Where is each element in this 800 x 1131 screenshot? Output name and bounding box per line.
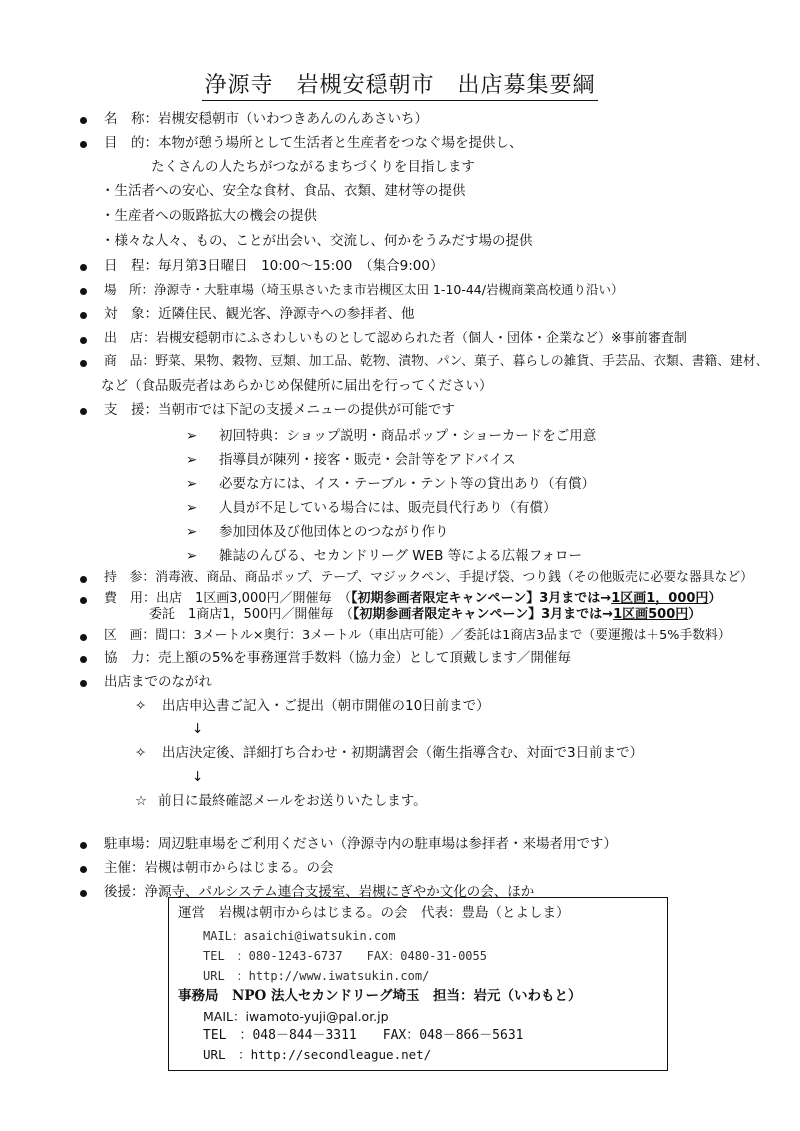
secretariat-line: 事務局 NPO 法人セカンドリーグ埼玉 担当：岩元（いわもと） bbox=[178, 988, 582, 1004]
sub-line-3: ・様々な人々、もの、ことが出会い、交流し、何かをうみだす場の提供 bbox=[101, 233, 533, 249]
flow-step-1: 出店申込書ご記入・ご提出（朝市開催の10日前まで） bbox=[162, 698, 490, 714]
bullet bbox=[80, 890, 87, 897]
area-line: 区 画：間口：3メートル×奥行：3メートル（車出店可能）／委託は1商店3品まで（要運搬は＋5%手数料） bbox=[104, 628, 731, 643]
target-line: 対 象：近隣住民、観光客、浄源寺への参拝者、他 bbox=[104, 306, 415, 322]
secretariat-mail: MAIL：iwamoto-yuji@pal.or.jp bbox=[203, 1009, 389, 1024]
chevron-right-icon: ➢ bbox=[186, 500, 198, 516]
diamond-star-icon: ✧ bbox=[135, 698, 147, 714]
chevron-right-icon: ➢ bbox=[186, 548, 198, 564]
chevron-right-icon: ➢ bbox=[186, 452, 198, 468]
bullet bbox=[80, 288, 87, 295]
support-item: 参加団体及び他団体とのつながり作り bbox=[219, 524, 449, 540]
chevron-right-icon: ➢ bbox=[186, 524, 198, 540]
purpose-line: 目 的：本物が憩う場所として生活者と生産者をつなぐ場を提供し、 bbox=[104, 135, 523, 151]
goods-line-2: など（食品販売者はあらかじめ保健所に届出を行ってください） bbox=[101, 378, 493, 394]
goods-line: 商 品：野菜、果物、穀物、豆類、加工品、乾物、漬物、パン、菓子、暮らしの雑貨、手芸品、衣類、書籍、建材、 bbox=[104, 354, 769, 369]
place-line: 場 所：浄源寺・大駐車場（埼玉県さいたま市岩槻区太田 1-10-44/岩槻商業高校通り沿い） bbox=[104, 282, 624, 297]
bullet bbox=[80, 597, 87, 604]
bullet bbox=[80, 842, 87, 849]
exhibit-line: 出 店：岩槻安穏朝市にふさわしいものとして認められた者（個人・団体・企業など）※事前審査制 bbox=[104, 331, 687, 346]
name-line: 名 称：岩槻安穏朝市（いわつきあんのんあさいち） bbox=[104, 111, 428, 127]
purpose-line-2: たくさんの人たちがつながるまちづくりを目指します bbox=[151, 159, 475, 175]
coop-line: 協 力：売上額の5%を事務運営手数料（協力金）として頂戴します／開催毎 bbox=[104, 650, 571, 666]
sub-line-1: ・生活者への安心、安全な食材、食品、衣類、建材等の提供 bbox=[101, 183, 466, 199]
fee-line: 費 用：出店 1区画3,000円／開催毎 （【初期参画者限定キャンペーン】3月までは→1区画1，000円） bbox=[104, 591, 722, 606]
bullet bbox=[80, 656, 87, 663]
support-item: 初回特典：ショップ説明・商品ポップ・ショーカードをご用意 bbox=[219, 428, 597, 444]
contact-box bbox=[168, 897, 668, 1071]
bring-line: 持 参：消毒液、商品、商品ポップ、テープ、マジックペン、手提げ袋、つり銭（その他販売に必要な器具など） bbox=[104, 570, 753, 585]
bullet bbox=[80, 264, 87, 271]
fee-line-2: 委託 1商店1，500円／開催毎 （【初期参画者限定キャンペーン】3月までは→1区画500円） bbox=[149, 607, 702, 622]
support-item: 人員が不足している場合には、販売員代行あり（有償） bbox=[219, 500, 557, 516]
secretariat-url: URL ：http://secondleague.net/ bbox=[203, 1047, 432, 1062]
secretariat-tel: TEL ：048－844－3311 FAX：048－866－5631 bbox=[203, 1028, 524, 1043]
bullet bbox=[80, 312, 87, 319]
organizer-url: URL ：http://www.iwatsukin.com/ bbox=[203, 969, 430, 983]
flow-step-3: 前日に最終確認メールをお送りいたします。 bbox=[158, 793, 427, 809]
sub-line-2: ・生産者への販路拡大の機会の提供 bbox=[101, 208, 317, 224]
arrow-down-icon: ↓ bbox=[192, 769, 204, 785]
parking-line: 駐車場：周辺駐車場をご利用ください（浄源寺内の駐車場は参拝者・来場者用です） bbox=[104, 836, 617, 852]
flow-step-2: 出店決定後、詳細打ち合わせ・初期講習会（衛生指導含む、対面で3日前まで） bbox=[162, 745, 644, 761]
bullet bbox=[80, 117, 87, 124]
diamond-star-icon: ✧ bbox=[135, 745, 147, 761]
bullet bbox=[80, 634, 87, 641]
support-item: 雑誌のんびる、セカンドリーグ WEB 等による広報フォロー bbox=[219, 548, 583, 564]
star-outline-icon: ☆ bbox=[135, 793, 148, 809]
bullet bbox=[80, 576, 87, 583]
bullet bbox=[80, 360, 87, 367]
page-title: 浄源寺 岩槻安穏朝市 出店募集要綱 bbox=[0, 68, 800, 99]
support-item: 指導員が陳列・接客・販売・会計等をアドバイス bbox=[219, 452, 516, 468]
host-line: 主催：岩槻は朝市からはじまる。の会 bbox=[104, 860, 334, 876]
bullet bbox=[80, 337, 87, 344]
support-item: 必要な方には、イス・テーブル・テント等の貸出あり（有償） bbox=[219, 476, 595, 492]
bullet bbox=[80, 141, 87, 148]
chevron-right-icon: ➢ bbox=[186, 476, 198, 492]
arrow-down-icon: ↓ bbox=[192, 721, 204, 737]
bullet bbox=[80, 408, 87, 415]
organizer-tel: TEL ：080-1243-6737 FAX：0480-31-0055 bbox=[203, 949, 487, 963]
bullet bbox=[80, 866, 87, 873]
sponsor-line: 後援：浄源寺、パルシステム連合支援室、岩槻にぎやか文化の会、ほか bbox=[104, 884, 535, 900]
flow-title: 出店までのながれ bbox=[104, 674, 212, 690]
schedule-line: 日 程：毎月第3日曜日 10:00～15:00 （集合9:00） bbox=[104, 258, 444, 274]
organizer-line: 運営 岩槻は朝市からはじまる。の会 代表：豊島（とよしま） bbox=[178, 905, 570, 921]
bullet bbox=[80, 680, 87, 687]
chevron-right-icon: ➢ bbox=[186, 428, 198, 444]
support-line: 支 援：当朝市では下記の支援メニューの提供が可能です bbox=[104, 402, 455, 418]
organizer-mail: MAIL：asaichi@iwatsukin.com bbox=[203, 929, 396, 943]
